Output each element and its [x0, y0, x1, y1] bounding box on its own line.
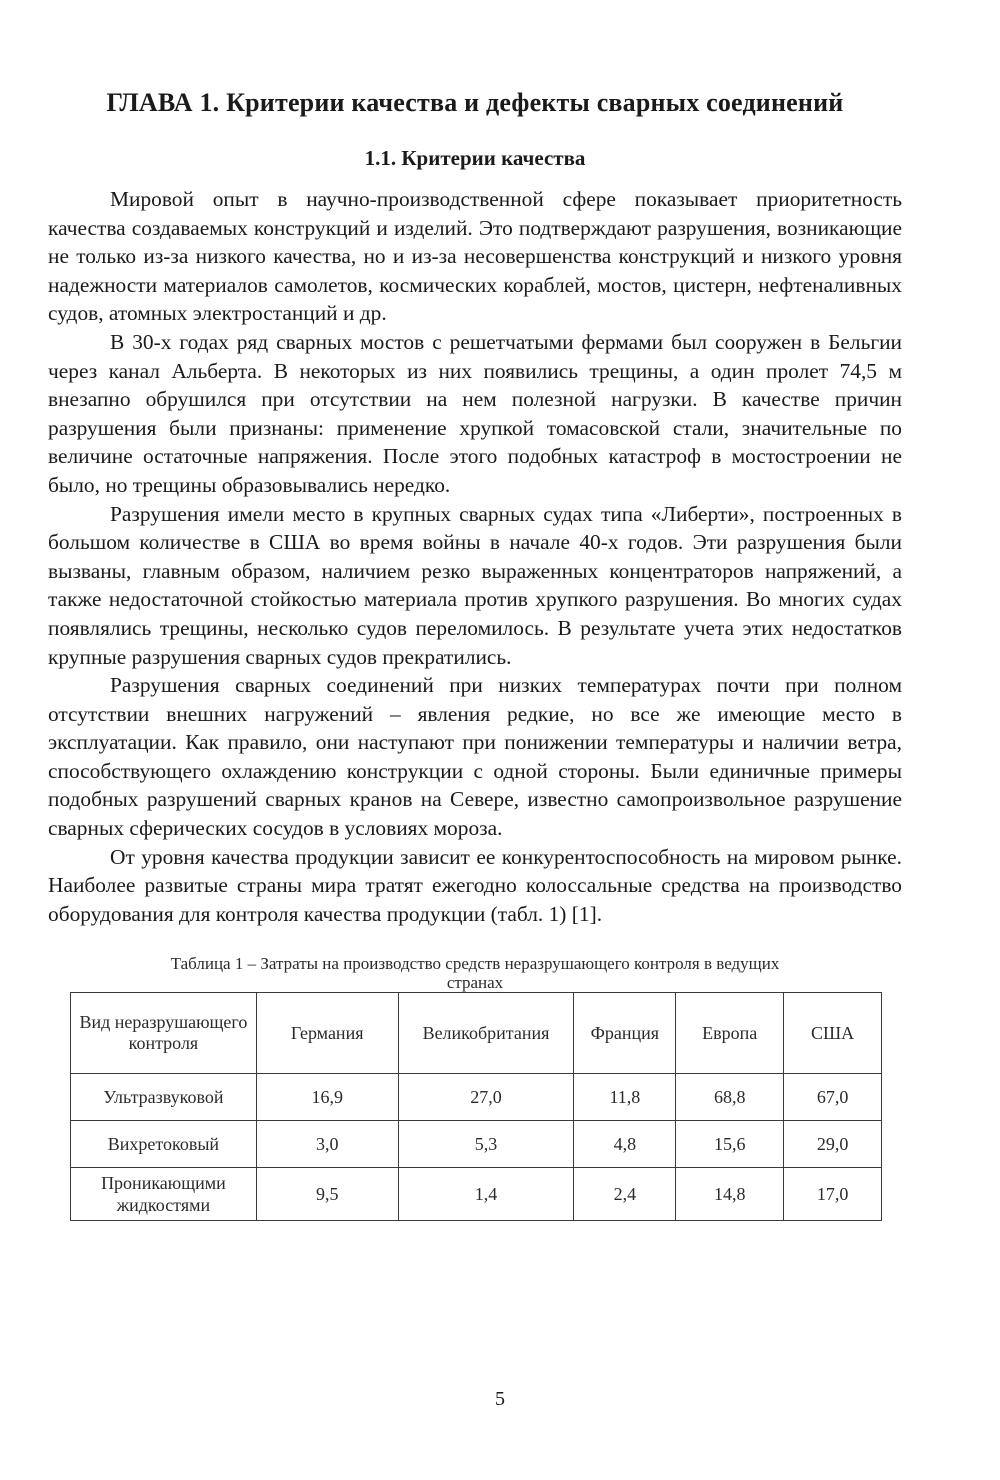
- column-header: Германия: [256, 993, 398, 1074]
- data-table: [70, 992, 882, 1221]
- table-row: [71, 1168, 882, 1221]
- table-cell: 14,8: [676, 1168, 784, 1221]
- table-cell: 3,0: [256, 1121, 398, 1168]
- table-cell: 68,8: [676, 1074, 784, 1121]
- table-cell: 1,4: [398, 1168, 574, 1221]
- column-header: Великобритания: [398, 993, 574, 1074]
- paragraph: Разрушения имели место в крупных сварных судах типа «Либерти», построенных в большом количестве в США во время войны в начале 40-х годов. Эти разрушения были вызваны, главным образом, наличием резко выраженных концентраторов напряжений, а также недостаточной стойкостью материала против хрупкого разрушения. Во многих судах появлялись трещины, несколько судов переломилось. В результате учета этих недостатков крупные разрушения сварных судов прекратились.: [48, 501, 902, 669]
- table-cell: 27,0: [398, 1074, 574, 1121]
- table-cell: 5,3: [398, 1121, 574, 1168]
- table-cell: Ультразвуковой: [71, 1074, 257, 1121]
- table-cell: 29,0: [784, 1121, 882, 1168]
- table-cell: 2,4: [574, 1168, 676, 1221]
- table-row: [71, 1121, 882, 1168]
- table-cell: Вихретоковый: [71, 1121, 257, 1168]
- paragraph: От уровня качества продукции зависит ее конкурентоспособность на мировом рынке. Наиболее развитые страны мира тратят ежегодно колоссальные средства на производство оборудования для контроля качества продукции (табл. 1) [1].: [48, 844, 902, 926]
- section-title: 1.1. Критерии качества: [364, 146, 586, 170]
- column-header: Европа: [676, 993, 784, 1074]
- chapter-title: ГЛАВА 1. Критерии качества и дефекты сварных соединений: [106, 88, 844, 117]
- page-number: 5: [495, 1388, 505, 1410]
- column-header: Франция: [574, 993, 676, 1074]
- paragraph: Разрушения сварных соединений при низких температурах почти при полном отсутствии внешних нагружений – явления редкие, но все же имеющие место в эксплуатации. Как правило, они наступают при понижении температуры и наличии ветра, способствующего охлаждению конструкции с одной стороны. Были единичные примеры подобных разрушений сварных кранов на Севере, известно самопроизвольное разрушение сварных сферических сосудов в условиях мороза.: [48, 673, 902, 841]
- table-caption: Таблица 1 – Затраты на производство средств неразрушающего контроля в ведущих странах: [170, 954, 780, 993]
- paragraph: В 30-х годах ряд сварных мостов с решетчатыми фермами был сооружен в Бельгии через канал Альберта. В некоторых из них появились трещины, а один пролет 74,5 м внезапно обрушился при отсутствии на нем полезной нагрузки. В качестве причин разрушения были признаны: применение хрупкой томасовской стали, значительные по величине остаточные напряжения. После этого подобных катастроф в мостостроении не было, но трещины образовывались нередко.: [48, 329, 902, 497]
- column-header: США: [784, 993, 882, 1074]
- table-cell: 67,0: [784, 1074, 882, 1121]
- table-cell: 16,9: [256, 1074, 398, 1121]
- table-cell: 9,5: [256, 1168, 398, 1221]
- table-cell: 17,0: [784, 1168, 882, 1221]
- table-cell: 4,8: [574, 1121, 676, 1168]
- table-row: [71, 1074, 882, 1121]
- paragraph: Мировой опыт в научно-производственной сфере показывает приоритетность качества создаваемых конструкций и изделий. Это подтверждают разрушения, возникающие не только из-за низкого качества, но и из-за несовершенства конструкций и низкого уровня надежности материалов самолетов, космических кораблей, мостов, цистерн, нефтеналивных судов, атомных электростанций и др.: [48, 187, 902, 326]
- table-header-row: [71, 993, 882, 1074]
- table-cell: 15,6: [676, 1121, 784, 1168]
- page-content: [48, 88, 902, 1221]
- table-cell: 11,8: [574, 1074, 676, 1121]
- column-header: Вид неразрушающего контроля: [71, 993, 257, 1074]
- table-cell: Проникающими жидкостями: [71, 1168, 257, 1221]
